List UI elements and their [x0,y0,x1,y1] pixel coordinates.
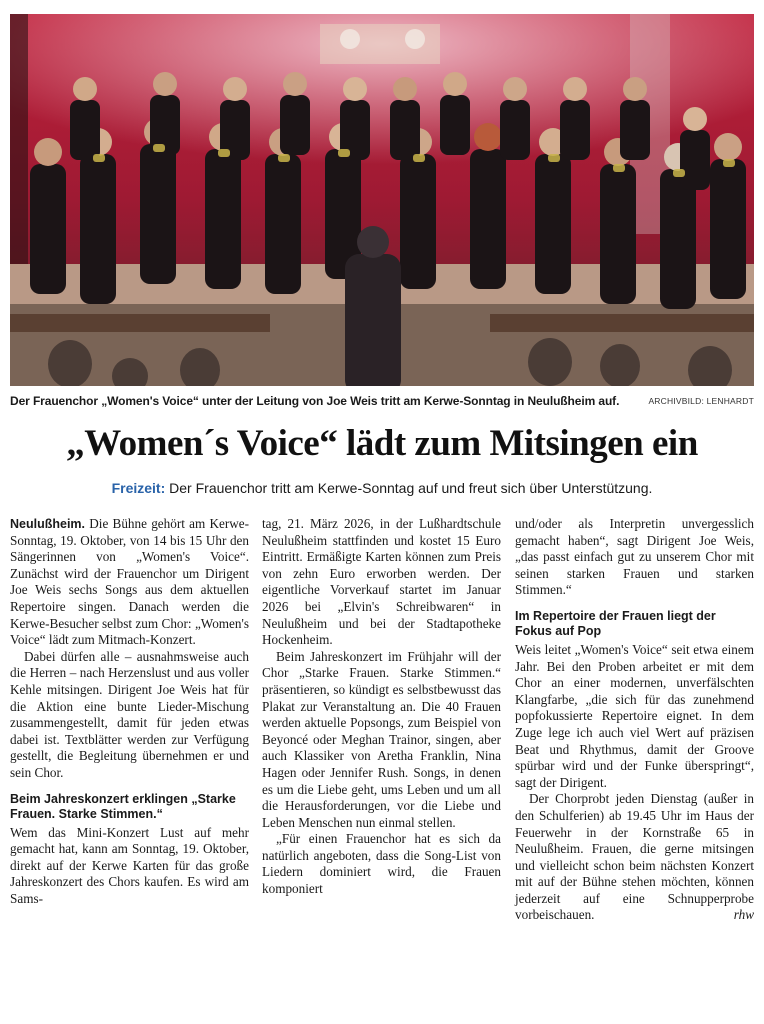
paragraph: Dabei dürfen alle – ausnahmsweise auch die Herren – nach Herzenslust und aus voller Kehle mitsingen. Dirigent Joe Weis hat für die Aktion eine bunte Lieder-Mischung zusammengestellt, damit für jeden etwas dabei ist. Textblätter werden zur Verfügung gestellt, die Begleitung übernehmen er und sein Chor. [10,648,249,780]
column-2 [262,516,501,898]
photo-caption-row [10,394,754,412]
paragraph [10,516,249,649]
column-3 [515,516,754,924]
paragraph-text: Der Chorprobt jeden Dienstag (außer in den Schulferien) ab 19.45 Uhr im Haus der Feuerwehr in der Kornstraße 65 in Neulußheim. Frauen, die gerne mitsingen und vielleicht schon beim nächsten Konzert mit auf der Bühne stehen möchten, können jederzeit auf eine Schnupperprobe vorbeischauen. [515,791,754,923]
article-headline: „Women´s Voice“ lädt zum Mitsingen ein [66,423,698,464]
paragraph: Beim Jahreskonzert im Frühjahr will der Chor „Starke Frauen. Starke Stimmen.“ präsentieren, so kündigt es selbstbewusst das Plakat zur Veranstaltung an. Die 40 Frauen werden aktuelle Popsongs, zum Beispiel von Beyoncé oder Meghan Trainor, singen, aber auch Klassiker von Aretha Franklin, Nina Hagen oder Jennifer Rush. Songs, in denen es um die Liebe geht, ums Leben und um all die Herausforderungen, vor die Liebe und Leben Menschen nun einmal stellen. [262,648,501,830]
paragraph [515,791,754,924]
subline-kicker: Freizeit: [111,480,166,496]
column-1 [10,516,249,907]
paragraph: „Für einen Frauenchor hat es sich da natürlich angeboten, dass die Song-List von Liedern dominiert wird, die Frauen komponiert [262,831,501,897]
subline-text: Der Frauenchor tritt am Kerwe-Sonntag auf und freut sich über Unterstützung. [165,480,653,496]
choir-photo-illustration [10,14,754,386]
photo-caption: Der Frauenchor „Women's Voice“ unter der Leitung von Joe Weis tritt am Kerwe-Sonntag in Neulußheim auf. [10,394,620,408]
paragraph: Wem das Mini-Konzert Lust auf mehr gemacht hat, kann am Sonntag, 19. Oktober, direkt auf der Kerwe Karten für das große Jahreskonzert des Chors kaufen. Es wird am Sams- [10,824,249,906]
subheading: Im Repertoire der Frauen liegt der Fokus auf Pop [515,608,716,639]
article-body [10,516,754,1016]
subheading: Beim Jahreskonzert erklingen „Starke Frauen. Starke Stimmen.“ [10,791,236,821]
article-subline [10,480,754,496]
paragraph: tag, 21. März 2026, in der Lußhardtschule Neulußheim stattfinden und kostet 15 Euro Eintritt. Ermäßigte Karten können zum Preis von zehn Euro erworben werden. Der eigentliche Vorverkauf startet im Januar 2026 bei „Elvin's Schreibwaren“ in Neulußheim und bei der Stadtapotheke Hockenheim. [262,516,501,648]
dateline: Neulußheim. [10,517,86,531]
paragraph-text: Die Bühne gehört am Kerwe-Sonntag, 19. Oktober, von 14 bis 15 Uhr den Sängerinnen von „Women's Voice“. Zunächst wird der Frauenchor um Dirigent Joe Weis sechs Songs aus dem aktuellen Repertoire singen. Danach werden die Kerwe-Besucher selbst zum Chor: „Women's Voice“ lädt zum Mitmach-Konzert. [10,516,249,648]
author-signature: rhw [733,907,754,923]
choir-photo [10,14,754,386]
photo-credit: ARCHIVBILD: LENHARDT [648,396,754,406]
paragraph: und/oder als Interpretin unvergesslich gemacht haben“, sagt Dirigent Joe Weis, „das passt einfach gut zu unserem Chor mit seinen starken Frauen und starken Stimmen.“ [515,516,754,598]
paragraph: Weis leitet „Women's Voice“ seit etwa einem Jahr. Bei den Proben arbeitet er mit dem Chor an einer modernen, unverfälschten Klangfarbe, „die sich für das zunehmend popfokussierte Repertoire eignet. In dem Zuge lege ich auch viel Wert auf präzisen Beat und Rhythmus, damit der Groove spürbar wird und der Funke überspringt“, sagt der Dirigent. [515,641,754,790]
